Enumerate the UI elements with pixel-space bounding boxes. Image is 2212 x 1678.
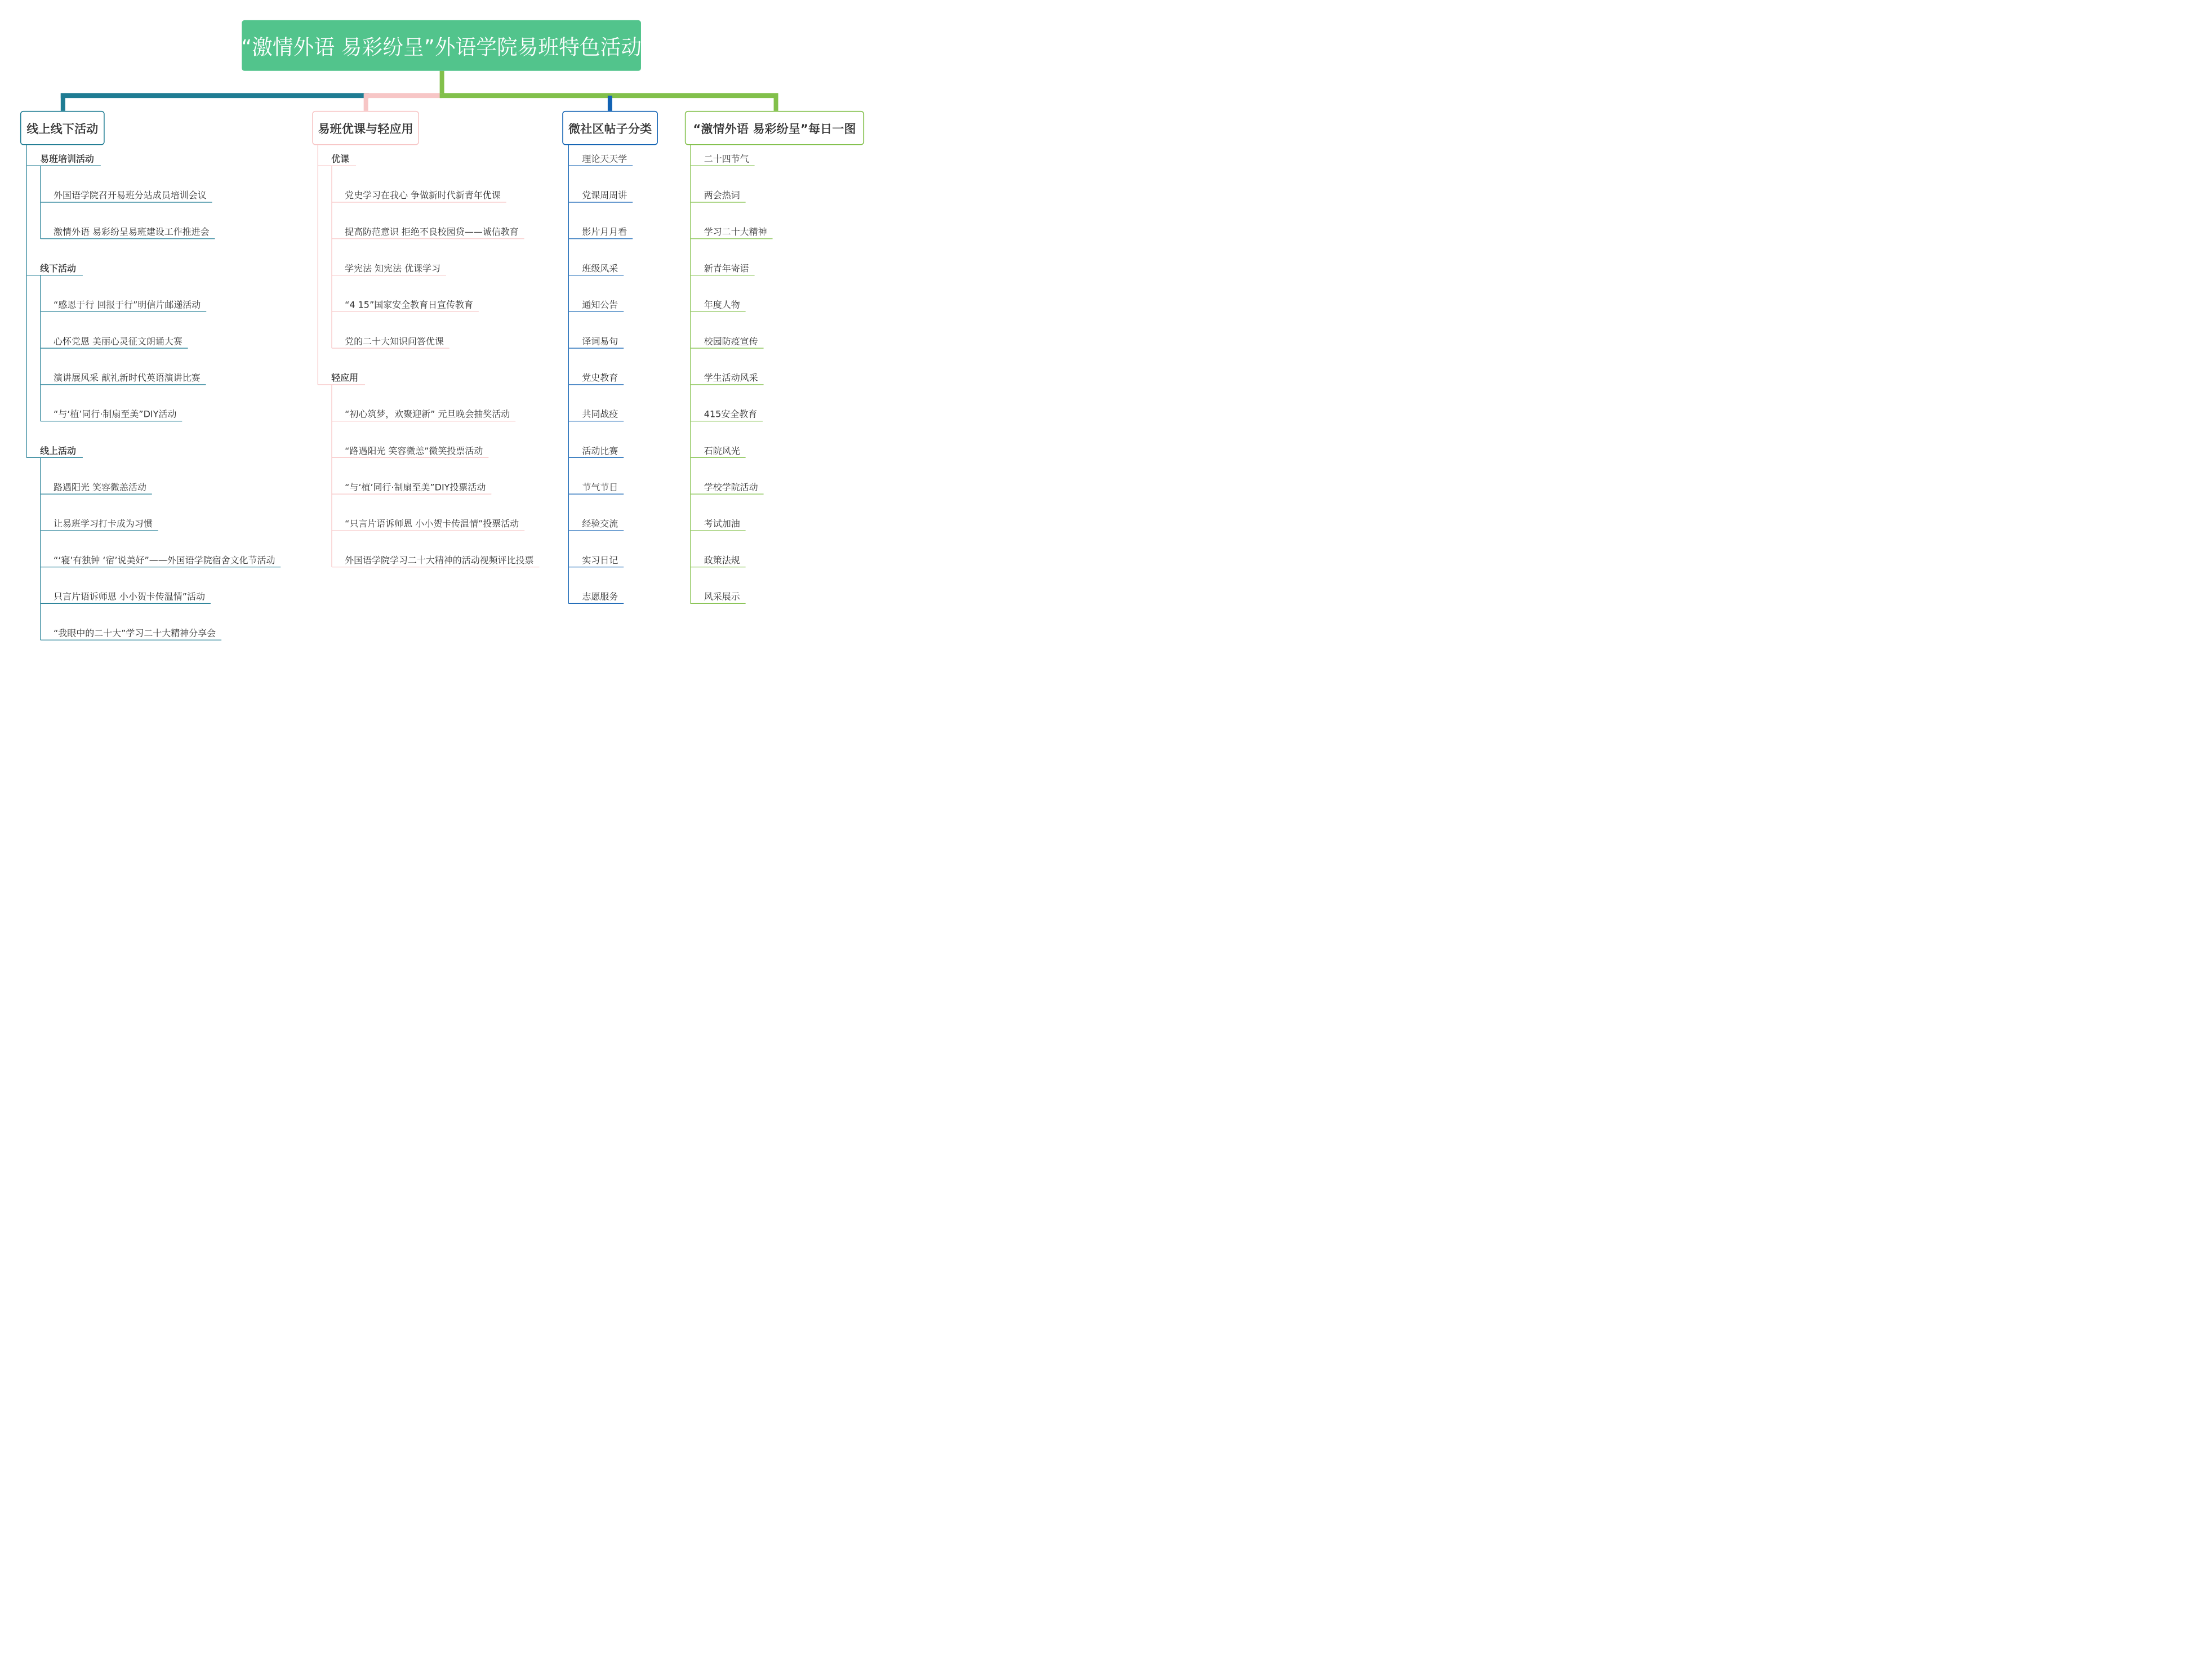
root-topic[interactable]	[242, 20, 641, 71]
leaf-item[interactable]: “只言片语诉师恩 小小贺卡传温情”投票活动	[345, 518, 519, 529]
branch-community-posts[interactable]	[562, 111, 658, 145]
branch-label: “激情外语 易彩纷呈”每日一图	[693, 122, 856, 136]
branch-yiban-courses[interactable]	[312, 111, 419, 145]
leaf-item[interactable]: 新青年寄语	[704, 263, 749, 274]
leaf-item[interactable]: 党的二十大知识问答优课	[345, 336, 444, 347]
leaf-item[interactable]: 提高防范意识 拒绝不良校园贷——诚信教育	[345, 226, 519, 238]
leaf-item[interactable]: 只言片语诉师恩 小小贺卡传温情”活动	[54, 591, 205, 602]
branch-label: 易班优课与轻应用	[318, 122, 413, 136]
leaf-item[interactable]: 共同战疫	[582, 409, 618, 420]
group-1-1[interactable]: 易班培训活动	[40, 154, 94, 164]
leaf-item[interactable]: 考试加油	[704, 518, 740, 529]
leaf-item[interactable]: 两会热词	[704, 190, 740, 201]
leaf-item[interactable]: 党课周周讲	[582, 190, 627, 201]
leaf-item[interactable]: “‘寝’有独钟 ‘宿’说美好”——外国语学院宿舍文化节活动	[54, 555, 275, 566]
leaf-item[interactable]: 政策法规	[704, 555, 740, 566]
root-topic-label: “激情外语 易彩纷呈”外语学院易班特色活动	[241, 35, 642, 60]
leaf-item[interactable]: 通知公告	[582, 300, 618, 310]
leaf-item[interactable]: 译词易句	[582, 336, 618, 347]
leaf-item[interactable]: 经验交流	[582, 518, 618, 529]
branch-daily-picture[interactable]	[685, 111, 864, 145]
group-2-1[interactable]: 优课	[331, 154, 350, 164]
leaf-item[interactable]: 志愿服务	[582, 591, 618, 602]
leaf-item[interactable]: 理论天天学	[582, 154, 627, 164]
leaf-item[interactable]: 党史教育	[582, 372, 618, 384]
leaf-item[interactable]: 让易班学习打卡成为习惯	[54, 518, 153, 529]
group-2-2[interactable]: 轻应用	[331, 372, 359, 384]
leaf-item[interactable]: 激情外语 易彩纷呈易班建设工作推进会	[54, 226, 210, 238]
leaf-item[interactable]: 班级风采	[582, 263, 618, 274]
leaf-item[interactable]: 实习日记	[582, 555, 618, 566]
leaf-item[interactable]: “感恩于行 回报于行”明信片邮递活动	[54, 300, 201, 310]
leaf-item[interactable]: 415安全教育	[704, 409, 758, 420]
leaf-item[interactable]: “初心筑梦，欢聚迎新” 元旦晚会抽奖活动	[345, 409, 510, 420]
leaf-item[interactable]: 风采展示	[704, 591, 740, 602]
leaf-item[interactable]: 外国语学院召开易班分站成员培训会议	[54, 190, 207, 201]
leaf-item[interactable]: 路遇阳光 笑容微恙活动	[54, 482, 146, 493]
leaf-item[interactable]: 活动比赛	[582, 446, 618, 456]
leaf-item[interactable]: 学宪法 知宪法 优课学习	[345, 263, 440, 274]
connector-lines	[0, 0, 883, 670]
leaf-item[interactable]: 学生活动风采	[704, 372, 758, 384]
leaf-item[interactable]: 演讲展风采 献礼新时代英语演讲比赛	[54, 372, 201, 384]
branch-label: 线上线下活动	[26, 122, 99, 136]
leaf-item[interactable]: “4 15”国家安全教育日宣传教育	[345, 300, 473, 310]
leaf-item[interactable]: 影片月月看	[582, 226, 627, 238]
leaf-item[interactable]: 二十四节气	[704, 154, 749, 164]
leaf-item[interactable]: 石院风光	[704, 446, 740, 456]
leaf-item[interactable]: “与‘植’同行·制扇至美”DIY投票活动	[345, 482, 486, 493]
leaf-item[interactable]: “路遇阳光 笑容微恙”微笑投票活动	[345, 446, 483, 456]
leaf-item[interactable]: 外国语学院学习二十大精神的活动视频评比投票	[345, 555, 534, 566]
leaf-item[interactable]: 节气节日	[582, 482, 618, 493]
leaf-item[interactable]: 心怀党恩 美丽心灵征文朗诵大赛	[54, 336, 183, 347]
leaf-item[interactable]: “我眼中的二十大”学习二十大精神分享会	[54, 628, 216, 639]
leaf-item[interactable]: “与‘植’同行·制扇至美”DIY活动	[54, 409, 177, 420]
branch-online-offline[interactable]	[20, 111, 105, 145]
leaf-item[interactable]: 学习二十大精神	[704, 226, 767, 238]
branch-label: 微社区帖子分类	[568, 122, 652, 136]
leaf-item[interactable]: 年度人物	[704, 300, 740, 310]
leaf-item[interactable]: 校园防疫宣传	[704, 336, 758, 347]
group-1-3[interactable]: 线上活动	[40, 446, 76, 456]
leaf-item[interactable]: 学校学院活动	[704, 482, 758, 493]
group-1-2[interactable]: 线下活动	[40, 263, 76, 274]
mind-map	[0, 0, 883, 670]
leaf-item[interactable]: 党史学习在我心 争做新时代新青年优课	[345, 190, 501, 201]
